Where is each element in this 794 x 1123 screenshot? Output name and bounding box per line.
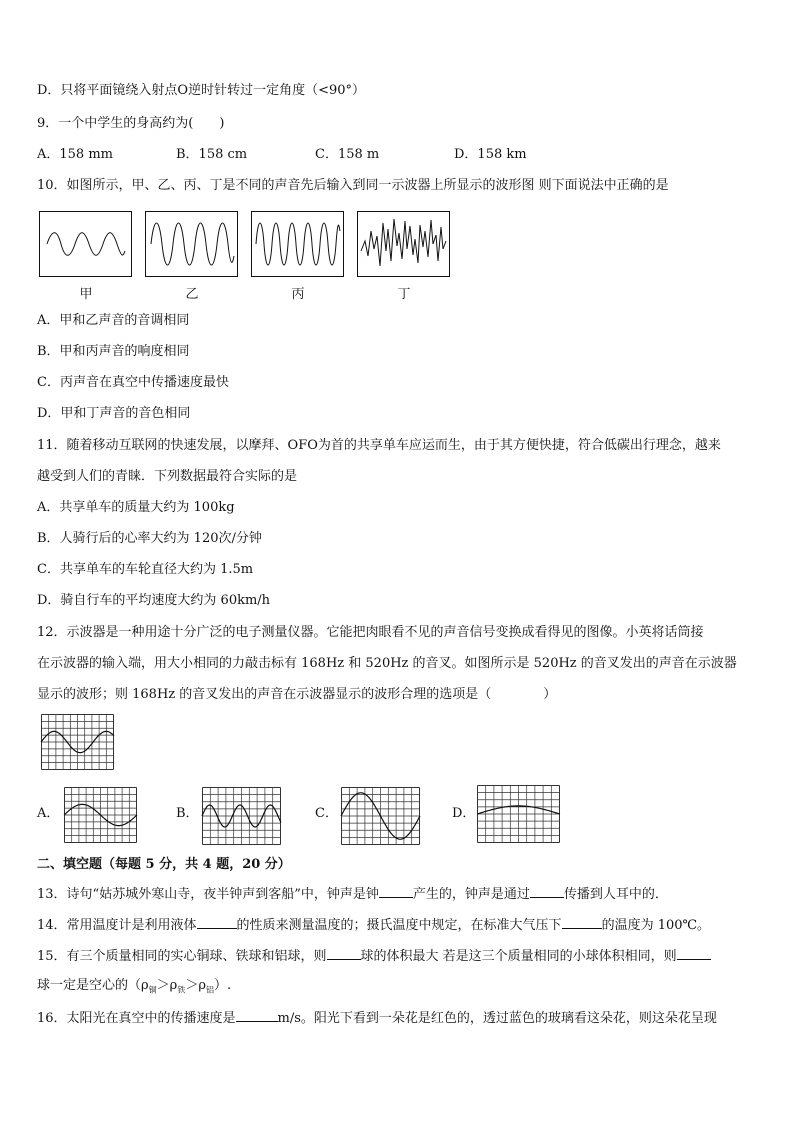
q11-stem-line2: 越受到人们的青睐．下列数据最符合实际的是 xyxy=(37,469,298,484)
q12-option-b-label: B． xyxy=(176,806,199,821)
waveform-yi xyxy=(145,211,238,277)
q12-stem-line1: 12．示波器是一种用途十分广泛的电子测量仪器。它能把肉眼看不见的声音信号变换成看得见的图像。小英将话筒接 xyxy=(37,625,704,640)
q13-blank-1[interactable] xyxy=(379,885,413,898)
q12-option-a-label: A． xyxy=(37,806,60,821)
option-d-oscilloscope-grid xyxy=(477,785,560,843)
q14-blank-2[interactable] xyxy=(562,916,602,929)
q10-option-c: C．丙声音在真空中传播速度最快 xyxy=(37,375,229,390)
wave-label-jia: 甲 xyxy=(79,287,93,302)
waveform-ding xyxy=(357,211,450,277)
q9-stem: 9．一个中学生的身高约为( ) xyxy=(37,116,225,131)
q10-stem: 10．如图所示，甲、乙、丙、丁是不同的声音先后输入到同一示波器上所显示的波形图 则下面说法中正确的是 xyxy=(37,178,669,193)
reference-oscilloscope-grid xyxy=(41,714,114,770)
q12-option-d-label: D． xyxy=(452,806,476,821)
option-a-oscilloscope-grid xyxy=(64,787,137,843)
q11-stem-line1: 11．随着移动互联网的快速发展，以摩拜、OFO为首的共享单车应运而生，由于其方便快捷，符合低碳出行理念，越来 xyxy=(37,438,721,453)
q15-line2: 球一定是空心的$(\rho_铜>\rho_铁>\rho_铝)$. xyxy=(37,978,232,995)
q11-option-b: B．人骑行后的心率大约为 120次/分钟 xyxy=(37,531,262,546)
option-b-oscilloscope-grid xyxy=(202,787,281,845)
q9-option-b: B．158 cm xyxy=(176,147,248,162)
q9-option-a: A．158 mm xyxy=(37,147,113,162)
q11-option-c: C．共享单车的车轮直径大约为 1.5m xyxy=(37,562,254,577)
wave-label-bing: 丙 xyxy=(291,287,305,302)
q11-option-d: D．骑自行车的平均速度大约为 60km/h xyxy=(37,593,271,608)
wave-label-ding: 丁 xyxy=(397,287,411,302)
section-2-title: 二、填空题（每题 5 分，共 4 题，20 分） xyxy=(37,857,291,872)
q16: 16．太阳光在真空中的传播速度是 m/s。阳光下看到一朵花是红色的，透过蓝色的玻璃看这朵花，则这朵花呈现 xyxy=(37,1011,717,1026)
wave-label-yi: 乙 xyxy=(185,287,199,302)
option-c-oscilloscope-grid xyxy=(341,787,420,845)
q10-option-b: B．甲和丙声音的响度相同 xyxy=(37,344,190,359)
q15-blank-2[interactable] xyxy=(677,947,711,960)
waveform-jia xyxy=(39,211,132,277)
q13: 13．诗句“姑苏城外寒山寺，夜半钟声到客船”中，钟声是钟 产生的，钟声是通过 传播到人耳中的． xyxy=(37,887,668,902)
q10-option-d: D．甲和丁声音的音色相同 xyxy=(37,406,191,421)
q12-stem-line3: 显示的波形；则 168Hz 的音叉发出的声音在示波器显示的波形合理的选项是（ ） xyxy=(37,687,557,702)
q9-option-d: D．158 km xyxy=(454,147,527,162)
q12-stem-line2: 在示波器的输入端，用大小相同的力敲击标有 168Hz 和 520Hz 的音叉。如图所示是 520Hz 的音叉发出的声音在示波器 xyxy=(37,656,737,671)
q13-blank-2[interactable] xyxy=(530,885,564,898)
q14: 14．常用温度计是利用液体 的性质来测量温度的；摄氏温度中规定，在标准大气压下 的温度为 100℃。 xyxy=(37,918,711,933)
q12-option-c-label: C． xyxy=(315,806,338,821)
q14-blank-1[interactable] xyxy=(197,916,237,929)
waveform-bing xyxy=(251,211,344,277)
q15-line1: 15．有三个质量相同的实心铜球、铁球和铝球，则 球的体积最大 若是这三个质量相同的小球体积相同，则 xyxy=(37,947,711,965)
q10-option-a: A．甲和乙声音的音调相同 xyxy=(37,313,190,328)
q16-blank-1[interactable] xyxy=(236,1009,278,1022)
q9-option-c: C．158 m xyxy=(315,147,380,162)
q15-blank-1[interactable] xyxy=(327,947,361,960)
q8-option-d: D．只将平面镜绕入射点O逆时针转过一定角度（<90°） xyxy=(37,83,366,98)
q11-option-a: A．共享单车的质量大约为 100kg xyxy=(37,500,235,515)
